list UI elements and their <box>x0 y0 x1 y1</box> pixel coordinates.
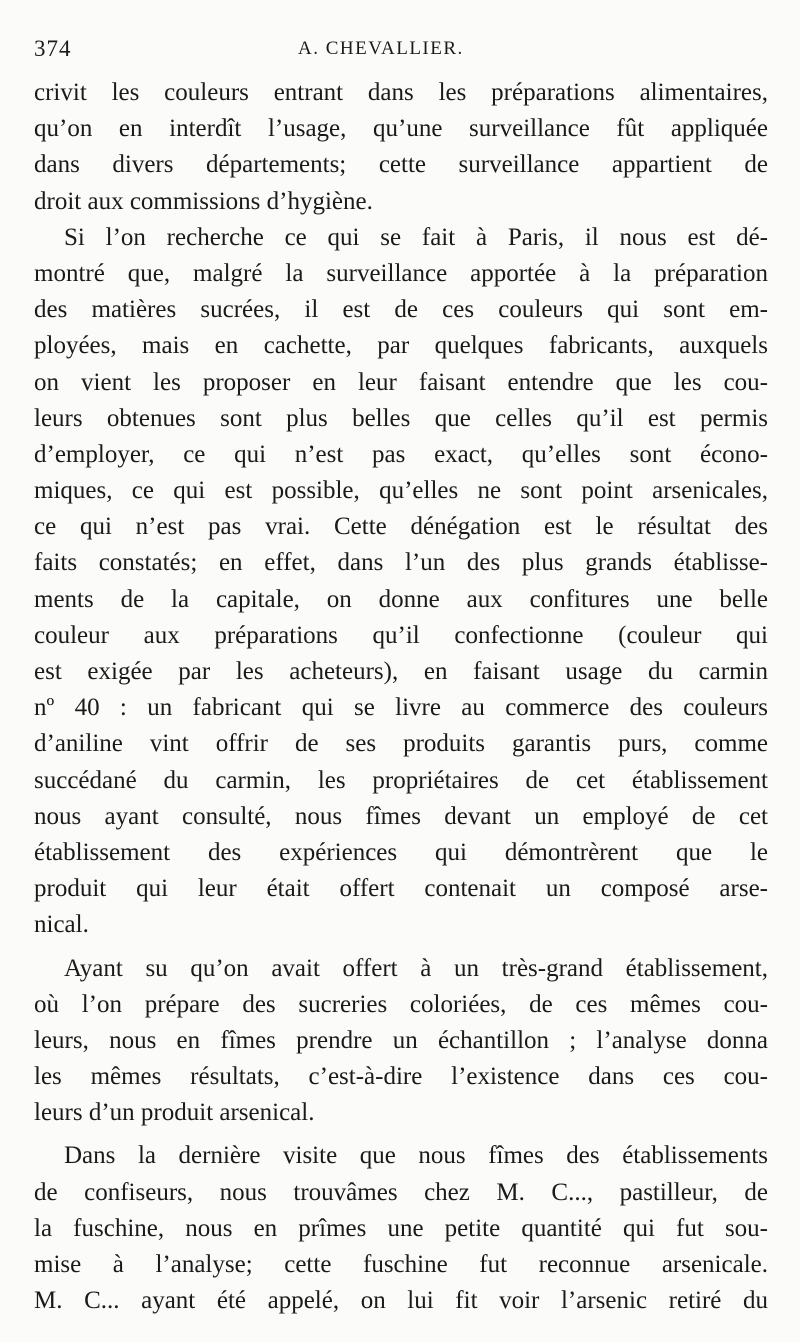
text-line: couleur aux préparations qu’il confectionne (couleur qui <box>34 621 768 649</box>
text-line: Ayant su qu’on avait offert à un très-grand établissement, <box>64 954 768 982</box>
paragraph <box>34 220 768 944</box>
text-line: ments de la capitale, on donne aux confitures une belle <box>34 585 768 613</box>
page-number: 374 <box>34 36 72 61</box>
text-line: d’aniline vint offrir de ses produits garantis purs, comme <box>34 730 768 758</box>
text-line: Dans la dernière visite que nous fîmes des établissements <box>64 1142 768 1170</box>
text-line: les mêmes résultats, c’est-à-dire l’existence dans ces cou- <box>34 1063 768 1091</box>
text-line: leurs d’un produit arsenical. <box>34 1099 315 1127</box>
text-line: faits constatés; en effet, dans l’un des plus grands établisse- <box>34 549 768 577</box>
text-line: de confiseurs, nous trouvâmes chez M. C..., pastilleur, de <box>34 1178 768 1206</box>
text-line: où l’on prépare des sucreries coloriées, de ces mêmes cou- <box>34 990 768 1018</box>
paragraph-gap <box>34 944 768 951</box>
text-line: dans divers départements; cette surveillance appartient de <box>34 151 768 179</box>
text-line: ployées, mais en cachette, par quelques fabricants, auxquels <box>34 332 768 360</box>
paragraph <box>34 75 768 220</box>
text-line: miques, ce qui est possible, qu’elles ne sont point arsenicales, <box>34 477 768 505</box>
text-line: droit aux commissions d’hygiène. <box>34 187 373 215</box>
text-line: on vient les proposer en leur faisant entendre que les cou- <box>34 368 768 396</box>
paragraph <box>34 1138 768 1319</box>
text-line: établissement des expériences qui démontrèrent que le <box>34 838 768 866</box>
page-header <box>34 36 768 66</box>
text-line: leurs, nous en fîmes prendre un échantillon ; l’analyse donna <box>34 1026 768 1054</box>
text-line: produit qui leur était offert contenait un composé arse- <box>34 875 768 903</box>
paragraph-gap <box>34 1131 768 1138</box>
text-line: nical. <box>34 911 89 939</box>
body-text <box>34 75 768 1319</box>
text-line: montré que, malgré la surveillance apportée à la préparation <box>34 259 768 287</box>
running-head: A. CHEVALLIER. <box>298 38 464 59</box>
text-line: Si l’on recherche ce qui se fait à Paris, il nous est dé- <box>64 223 768 251</box>
text-line: des matières sucrées, il est de ces couleurs qui sont em- <box>34 296 768 324</box>
text-line: succédané du carmin, les propriétaires de cet établissement <box>34 766 768 794</box>
text-line: leurs obtenues sont plus belles que celles qu’il est permis <box>34 404 768 432</box>
text-line: crivit les couleurs entrant dans les préparations alimentaires, <box>34 79 768 106</box>
text-line: mise à l’analyse; cette fuschine fut reconnue arsenicale. <box>34 1251 768 1278</box>
text-line: nº 40 : un fabricant qui se livre au commerce des couleurs <box>34 694 768 722</box>
text-line: nous ayant consulté, nous fîmes devant un employé de cet <box>34 802 768 830</box>
text-line: qu’on en interdît l’usage, qu’une surveillance fût appliquée <box>34 115 768 143</box>
text-line: M. C... ayant été appelé, on lui fit voir l’arsenic retiré du <box>34 1287 768 1315</box>
paragraph <box>34 951 768 1132</box>
text-line: ce qui n’est pas vrai. Cette dénégation est le résultat des <box>34 513 768 541</box>
text-line: d’employer, ce qui n’est pas exact, qu’elles sont écono- <box>34 440 768 468</box>
text-line: est exigée par les acheteurs), en faisant usage du carmin <box>34 658 768 685</box>
text-line: la fuschine, nous en prîmes une petite quantité qui fut sou- <box>34 1214 768 1242</box>
